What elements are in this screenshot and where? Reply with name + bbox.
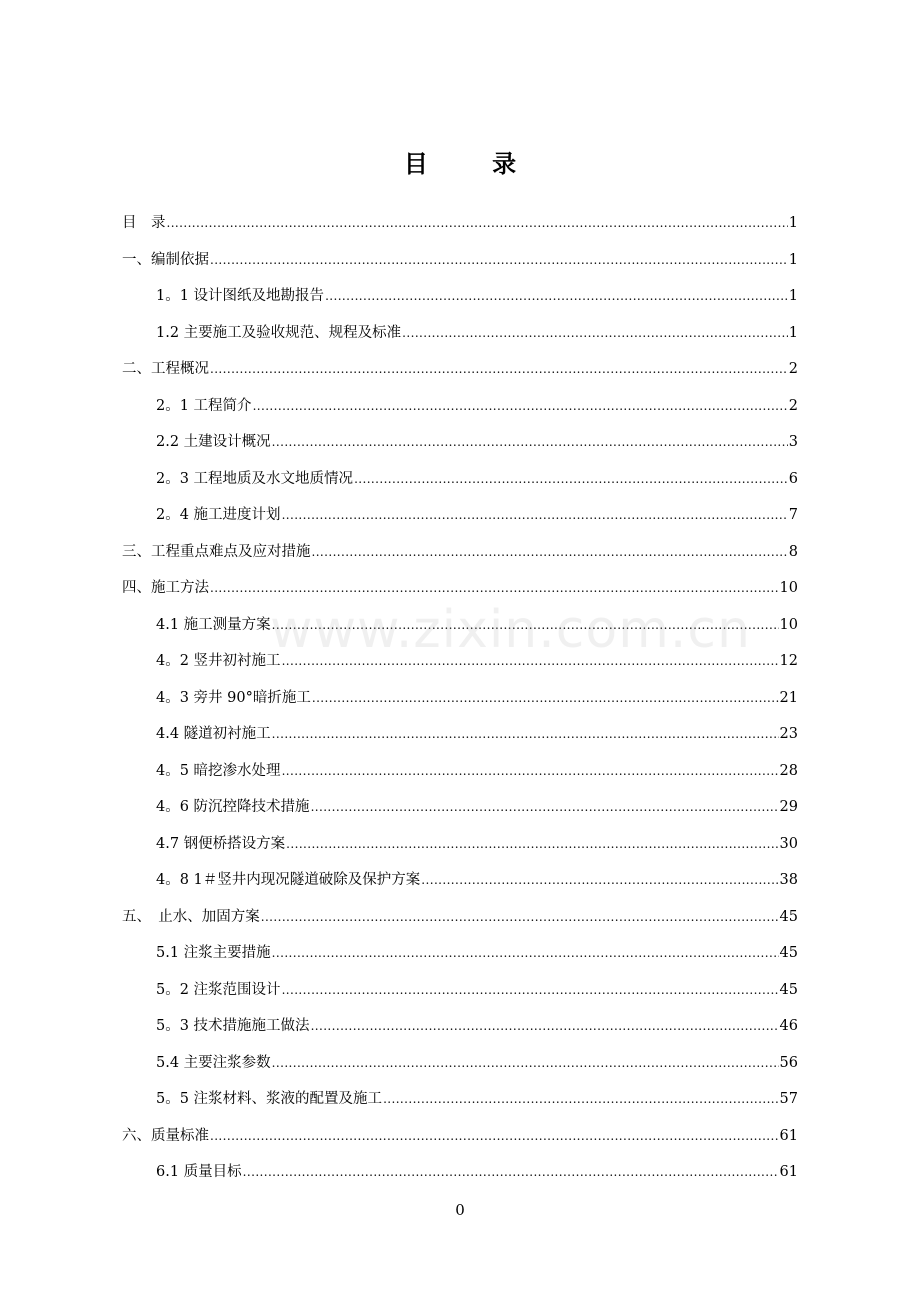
toc-entry-title: 五、 止水、加固方案 (122, 908, 260, 925)
toc-entry-page: 29 (779, 799, 798, 815)
toc-entry-title: 2。4 施工进度计划 (156, 507, 281, 523)
toc-entry-page: 57 (779, 1091, 798, 1107)
toc-dot-leader (272, 935, 779, 972)
toc-dot-leader (210, 570, 779, 607)
toc-entry[interactable] (122, 753, 798, 790)
toc-entry-title: 6.1 质量目标 (156, 1164, 242, 1180)
toc-dot-leader (210, 351, 788, 388)
toc-entry[interactable] (122, 680, 798, 717)
toc-entry-page: 1 (788, 288, 798, 304)
toc-entry-page: 1 (788, 251, 798, 268)
page-title: 目 录 (403, 149, 545, 178)
toc-entry[interactable] (122, 205, 798, 242)
toc-entry-title: 4。2 竖井初衬施工 (156, 653, 281, 669)
toc-entry[interactable] (122, 972, 798, 1009)
toc-entry[interactable] (122, 862, 798, 899)
toc-entry-title: 2。3 工程地质及水文地质情况 (156, 470, 354, 487)
toc-entry[interactable] (122, 1045, 798, 1082)
toc-dot-leader (402, 315, 788, 352)
toc-entry[interactable] (122, 826, 798, 863)
toc-dot-leader (312, 680, 779, 717)
toc-entry-page: 7 (788, 507, 798, 523)
toc-entry-title: 4。3 旁井 90°暗折施工 (156, 689, 311, 706)
toc-dot-leader (421, 862, 778, 899)
toc-entry-title: 5.4 主要注浆参数 (156, 1054, 271, 1071)
toc-entry-title: 一、编制依据 (122, 251, 209, 268)
toc-entry[interactable] (122, 534, 798, 571)
toc-entry-title: 四、施工方法 (122, 580, 209, 596)
toc-entry[interactable] (122, 1118, 798, 1155)
toc-entry[interactable] (122, 570, 798, 607)
toc-dot-leader (272, 716, 779, 753)
toc-entry-title: 5。3 技术措施施工做法 (156, 1018, 310, 1034)
toc-entry-title: 4。8 1＃竖井内现况隧道破除及保护方案 (156, 872, 421, 888)
toc-entry-title: 4。5 暗挖渗水处理 (156, 762, 281, 779)
toc-entry-title: 二、工程概况 (122, 361, 209, 377)
toc-entry-title: 目 录 (122, 215, 166, 231)
toc-entry[interactable] (122, 935, 798, 972)
toc-dot-leader (325, 278, 788, 315)
toc-entry[interactable] (122, 461, 798, 498)
toc-entry-page: 45 (779, 945, 798, 961)
toc-entry-title: 1.2 主要施工及验收规范、规程及标准 (156, 324, 402, 341)
toc-entry[interactable] (122, 278, 798, 315)
toc-entry-title: 5。5 注浆材料、浆液的配置及施工 (156, 1091, 383, 1107)
toc-entry-page: 10 (779, 580, 798, 596)
toc-entry-title: 六、质量标准 (122, 1127, 209, 1144)
toc-dot-leader (354, 461, 788, 498)
toc-entry[interactable] (122, 899, 798, 936)
toc-dot-leader (282, 643, 779, 680)
toc-entry-page: 28 (779, 762, 798, 779)
toc-entry-title: 三、工程重点难点及应对措施 (122, 543, 311, 560)
toc-entry-title: 1。1 设计图纸及地勘报告 (156, 288, 325, 304)
toc-entry-title: 4。6 防沉控降技术措施 (156, 799, 310, 815)
toc-entry-title: 2.2 土建设计概况 (156, 434, 271, 450)
toc-entry-page: 61 (779, 1127, 798, 1144)
toc-entry-page: 1 (788, 215, 798, 231)
toc-dot-leader (243, 1154, 779, 1191)
toc-entry-page: 2 (788, 397, 798, 414)
toc-dot-leader (282, 753, 779, 790)
toc-entry[interactable] (122, 315, 798, 352)
toc-dot-leader (282, 497, 788, 534)
toc-dot-leader (272, 1045, 779, 1082)
toc-entry-page: 30 (779, 835, 798, 852)
toc-entry-title: 4.1 施工测量方案 (156, 616, 271, 633)
toc-dot-leader (253, 388, 788, 425)
toc-entry[interactable] (122, 424, 798, 461)
toc-dot-leader (311, 789, 779, 826)
toc-dot-leader (312, 534, 788, 571)
toc-entry-page: 6 (788, 470, 798, 487)
toc-entry[interactable] (122, 643, 798, 680)
toc-dot-leader (286, 826, 778, 863)
toc-entry-page: 38 (779, 872, 798, 888)
toc-entry[interactable] (122, 388, 798, 425)
toc-dot-leader (210, 1118, 779, 1155)
toc-entry-page: 10 (779, 616, 798, 633)
toc-entry-page: 21 (779, 689, 798, 706)
toc-entry[interactable] (122, 497, 798, 534)
toc-dot-leader (383, 1081, 778, 1118)
toc-entry-page: 23 (779, 726, 798, 742)
toc-entry-title: 2。1 工程简介 (156, 397, 252, 414)
toc-dot-leader (272, 424, 788, 461)
toc-entry-page: 61 (779, 1164, 798, 1180)
watermark: www.zixin.com.cn (270, 600, 751, 660)
toc-entry[interactable] (122, 1081, 798, 1118)
toc-dot-leader (261, 899, 779, 936)
toc-entry-page: 2 (788, 361, 798, 377)
toc-dot-leader (167, 205, 788, 242)
table-of-contents (122, 205, 798, 1191)
toc-entry-page: 56 (779, 1054, 798, 1071)
toc-entry[interactable] (122, 242, 798, 279)
toc-entry[interactable] (122, 351, 798, 388)
toc-dot-leader (311, 1008, 779, 1045)
toc-entry-page: 12 (779, 653, 798, 669)
toc-entry-page: 3 (788, 434, 798, 450)
toc-entry[interactable] (122, 789, 798, 826)
toc-entry-page: 8 (788, 543, 798, 560)
toc-entry-title: 4.4 隧道初衬施工 (156, 726, 271, 742)
toc-dot-leader (272, 607, 779, 644)
toc-entry-title: 5。2 注浆范围设计 (156, 981, 281, 998)
toc-entry-page: 45 (779, 908, 798, 925)
toc-entry-title: 5.1 注浆主要措施 (156, 945, 271, 961)
toc-entry-page: 45 (779, 981, 798, 998)
toc-entry-title: 4.7 钢便桥搭设方案 (156, 835, 286, 852)
toc-entry[interactable] (122, 607, 798, 644)
page-number: 0 (455, 1201, 465, 1219)
toc-entry[interactable] (122, 716, 798, 753)
toc-entry[interactable] (122, 1154, 798, 1191)
toc-entry-page: 1 (788, 324, 798, 341)
toc-entry-page: 46 (779, 1018, 798, 1034)
toc-dot-leader (282, 972, 779, 1009)
toc-entry[interactable] (122, 1008, 798, 1045)
toc-dot-leader (210, 242, 788, 279)
